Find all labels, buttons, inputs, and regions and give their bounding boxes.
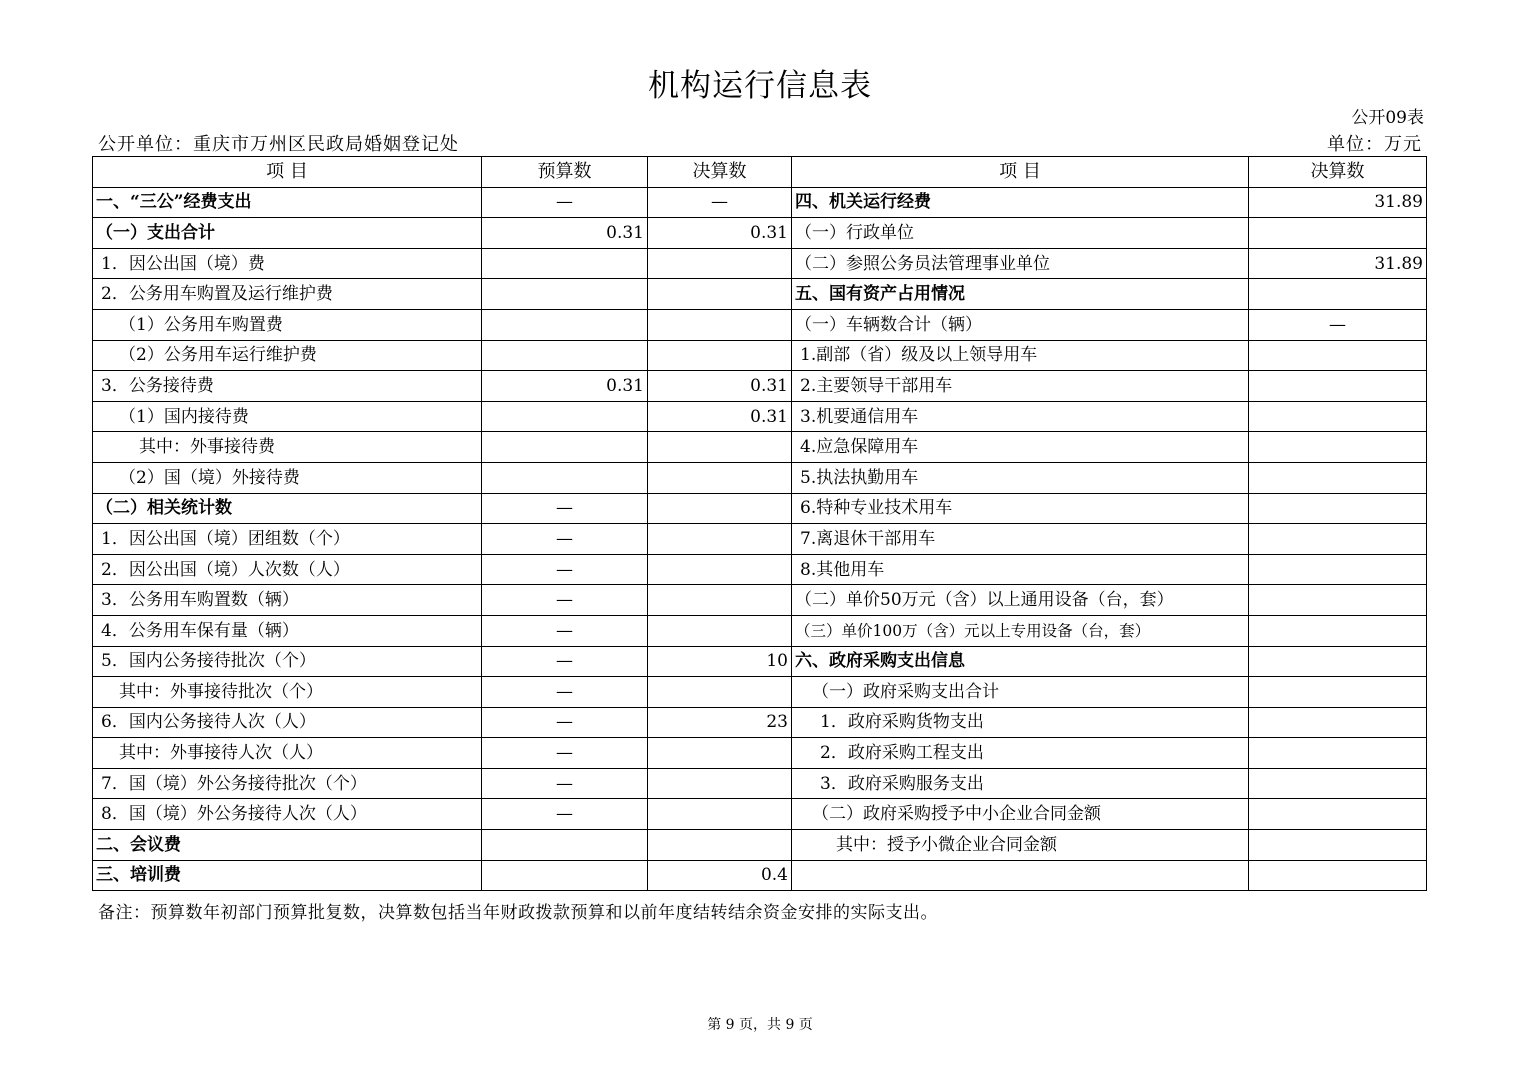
final-cell: 10	[648, 646, 792, 677]
final-cell	[648, 799, 792, 830]
budget-cell	[482, 309, 648, 340]
final-cell	[648, 524, 792, 555]
right-final-cell	[1249, 432, 1427, 463]
budget-cell: 0.31	[482, 218, 648, 249]
left-item: 3．公务用车购置数（辆）	[93, 585, 482, 616]
table-row	[93, 799, 1427, 830]
right-final-cell	[1249, 462, 1427, 493]
left-item: 一、“三公”经费支出	[93, 187, 482, 218]
right-item: 六、政府采购支出信息	[792, 646, 1249, 677]
right-final-cell	[1249, 493, 1427, 524]
table-row	[93, 554, 1427, 585]
right-item: 其中：授予小微企业合同金额	[792, 830, 1249, 861]
budget-cell: —	[482, 677, 648, 708]
table-row	[93, 830, 1427, 861]
right-final-cell: 31.89	[1249, 187, 1427, 218]
right-final-cell	[1249, 554, 1427, 585]
left-item: 其中：外事接待费	[93, 432, 482, 463]
left-item: （2）国（境）外接待费	[93, 462, 482, 493]
currency-unit: 单位：万元	[1327, 134, 1422, 155]
table-row	[93, 340, 1427, 371]
final-cell	[648, 585, 792, 616]
table-row	[93, 371, 1427, 402]
left-item: 5．国内公务接待批次（个）	[93, 646, 482, 677]
table-row	[93, 738, 1427, 769]
left-item: （一）支出合计	[93, 218, 482, 249]
right-item: 3.机要通信用车	[792, 401, 1249, 432]
budget-cell: —	[482, 524, 648, 555]
right-final-cell	[1249, 646, 1427, 677]
table-row	[93, 432, 1427, 463]
budget-cell: —	[482, 738, 648, 769]
right-final-cell: 31.89	[1249, 248, 1427, 279]
left-item: 6．国内公务接待人次（人）	[93, 707, 482, 738]
budget-cell	[482, 462, 648, 493]
right-final-cell	[1249, 677, 1427, 708]
left-item: 1．因公出国（境）团组数（个）	[93, 524, 482, 555]
right-item: 五、国有资产占用情况	[792, 279, 1249, 310]
budget-cell: —	[482, 554, 648, 585]
right-item: 6.特种专业技术用车	[792, 493, 1249, 524]
final-cell: 0.31	[648, 401, 792, 432]
right-item: 8.其他用车	[792, 554, 1249, 585]
right-final-cell	[1249, 371, 1427, 402]
right-item: 3．政府采购服务支出	[792, 768, 1249, 799]
final-cell	[648, 554, 792, 585]
right-item: （二）政府采购授予中小企业合同金额	[792, 799, 1249, 830]
final-cell	[648, 493, 792, 524]
header-final-right: 决算数	[1249, 157, 1427, 188]
final-cell	[648, 340, 792, 371]
table-note: 备注：预算数年初部门预算批复数，决算数包括当年财政拨款预算和以前年度结转结余资金安排的实际支出。	[98, 903, 938, 923]
header-item-right: 项 目	[792, 157, 1249, 188]
right-final-cell	[1249, 279, 1427, 310]
table-row	[93, 187, 1427, 218]
final-cell	[648, 677, 792, 708]
final-cell: 0.4	[648, 860, 792, 891]
right-final-cell	[1249, 401, 1427, 432]
budget-cell: —	[482, 615, 648, 646]
budget-cell	[482, 340, 648, 371]
left-item: （2）公务用车运行维护费	[93, 340, 482, 371]
right-item: （二）参照公务员法管理事业单位	[792, 248, 1249, 279]
budget-cell: 0.31	[482, 371, 648, 402]
left-item: 4．公务用车保有量（辆）	[93, 615, 482, 646]
budget-cell	[482, 432, 648, 463]
budget-cell: —	[482, 707, 648, 738]
budget-cell	[482, 248, 648, 279]
right-item: 1．政府采购货物支出	[792, 707, 1249, 738]
final-cell	[648, 830, 792, 861]
left-item: （二）相关统计数	[93, 493, 482, 524]
right-final-cell	[1249, 707, 1427, 738]
right-item: （一）政府采购支出合计	[792, 677, 1249, 708]
right-final-cell: —	[1249, 309, 1427, 340]
final-cell: 0.31	[648, 218, 792, 249]
right-final-cell	[1249, 830, 1427, 861]
left-item: 1．因公出国（境）费	[93, 248, 482, 279]
budget-cell: —	[482, 187, 648, 218]
reporting-unit: 公开单位：重庆市万州区民政局婚姻登记处	[98, 134, 459, 155]
left-item: 三、培训费	[93, 860, 482, 891]
right-final-cell	[1249, 768, 1427, 799]
table-row	[93, 860, 1427, 891]
final-cell	[648, 309, 792, 340]
left-item: 其中：外事接待批次（个）	[93, 677, 482, 708]
table-row	[93, 585, 1427, 616]
final-cell	[648, 462, 792, 493]
budget-cell	[482, 860, 648, 891]
budget-cell	[482, 279, 648, 310]
right-item: （一）车辆数合计（辆）	[792, 309, 1249, 340]
right-final-cell	[1249, 585, 1427, 616]
table-header-row	[93, 157, 1427, 188]
left-item: 二、会议费	[93, 830, 482, 861]
left-item: 3．公务接待费	[93, 371, 482, 402]
right-item: 4.应急保障用车	[792, 432, 1249, 463]
right-final-cell	[1249, 218, 1427, 249]
table-row	[93, 646, 1427, 677]
right-item: （一）行政单位	[792, 218, 1249, 249]
budget-cell: —	[482, 646, 648, 677]
budget-cell: —	[482, 768, 648, 799]
table-row	[93, 768, 1427, 799]
left-item: 2．因公出国（境）人次数（人）	[93, 554, 482, 585]
budget-cell: —	[482, 585, 648, 616]
table-row	[93, 677, 1427, 708]
final-cell	[648, 615, 792, 646]
right-final-cell	[1249, 738, 1427, 769]
final-cell	[648, 279, 792, 310]
table-row	[93, 248, 1427, 279]
left-item: 7．国（境）外公务接待批次（个）	[93, 768, 482, 799]
final-cell	[648, 768, 792, 799]
final-cell: 0.31	[648, 371, 792, 402]
table-row	[93, 615, 1427, 646]
right-item: 1.副部（省）级及以上领导用车	[792, 340, 1249, 371]
left-item: 其中：外事接待人次（人）	[93, 738, 482, 769]
right-final-cell	[1249, 340, 1427, 371]
right-item: （三）单价100万（含）元以上专用设备（台，套）	[792, 615, 1249, 646]
budget-cell: —	[482, 799, 648, 830]
final-cell	[648, 432, 792, 463]
table-row	[93, 493, 1427, 524]
table-row	[93, 524, 1427, 555]
header-item: 项 目	[93, 157, 482, 188]
page-footer: 第 9 页，共 9 页	[707, 1017, 813, 1033]
right-item: 2．政府采购工程支出	[792, 738, 1249, 769]
table-row	[93, 707, 1427, 738]
unit-row	[96, 130, 1424, 154]
right-item: （二）单价50万元（含）以上通用设备（台，套）	[792, 585, 1249, 616]
left-item: 2．公务用车购置及运行维护费	[93, 279, 482, 310]
table-row	[93, 218, 1427, 249]
right-final-cell	[1249, 860, 1427, 891]
form-number: 公开09表	[1351, 108, 1424, 128]
info-table	[92, 156, 1427, 891]
left-item: （1）国内接待费	[93, 401, 482, 432]
right-final-cell	[1249, 615, 1427, 646]
right-final-cell	[1249, 524, 1427, 555]
left-item: 8．国（境）外公务接待人次（人）	[93, 799, 482, 830]
final-cell	[648, 248, 792, 279]
right-item: 7.离退休干部用车	[792, 524, 1249, 555]
right-item	[792, 860, 1249, 891]
table-row	[93, 401, 1427, 432]
table-row	[93, 309, 1427, 340]
left-item: （1）公务用车购置费	[93, 309, 482, 340]
header-budget: 预算数	[482, 157, 648, 188]
final-cell	[648, 738, 792, 769]
page-title: 机构运行信息表	[648, 68, 872, 104]
table-row	[93, 462, 1427, 493]
table-row	[93, 279, 1427, 310]
right-final-cell	[1249, 799, 1427, 830]
budget-cell: —	[482, 493, 648, 524]
header-final: 决算数	[648, 157, 792, 188]
budget-cell	[482, 401, 648, 432]
budget-cell	[482, 830, 648, 861]
right-item: 四、机关运行经费	[792, 187, 1249, 218]
right-item: 5.执法执勤用车	[792, 462, 1249, 493]
final-cell: —	[648, 187, 792, 218]
right-item: 2.主要领导干部用车	[792, 371, 1249, 402]
final-cell: 23	[648, 707, 792, 738]
